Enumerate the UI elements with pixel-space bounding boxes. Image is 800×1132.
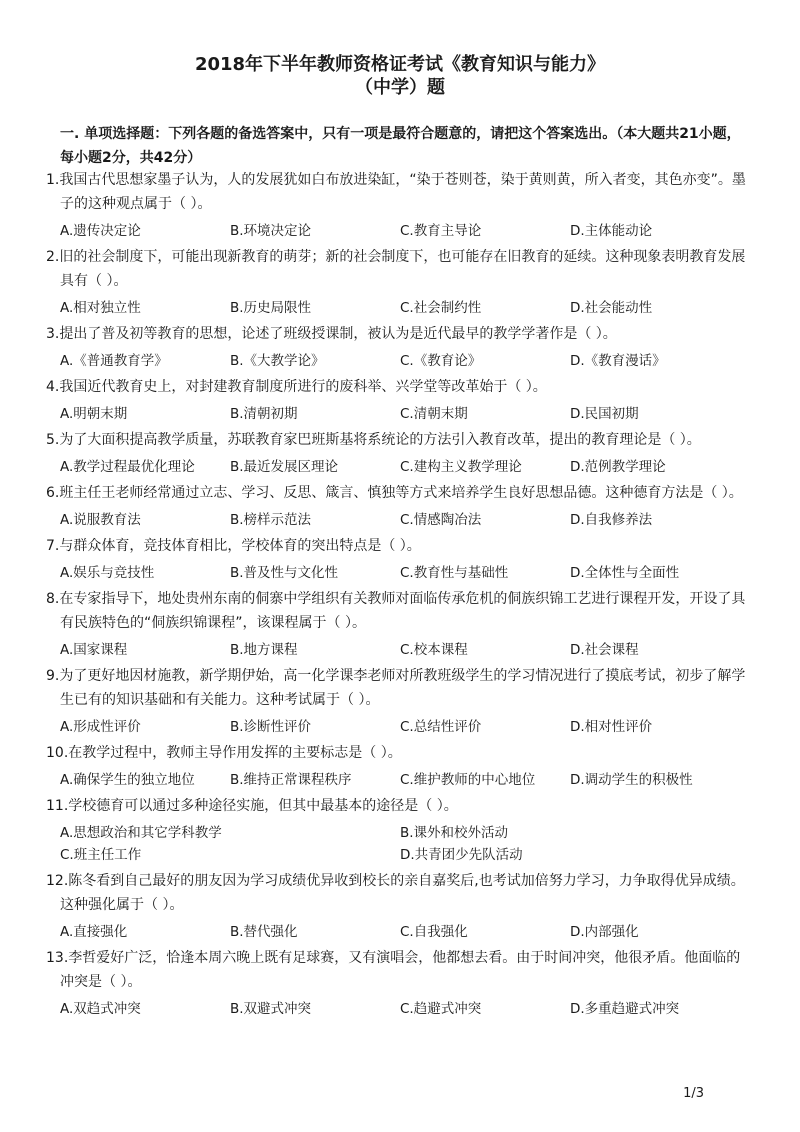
answer-option: B.诊断性评价 (230, 719, 312, 735)
question-item (46, 168, 750, 242)
answer-option: B.环境决定论 (230, 223, 312, 239)
question-item (46, 322, 750, 372)
answer-option: C.校本课程 (400, 642, 468, 658)
question-stem: 1.我国古代思想家墨子认为，人的发展犹如白布放进染缸，“染于苍则苍，染于黄则黄，所入者变，其色亦变”。墨子的这种观点属于（ ）。 (46, 172, 746, 212)
answer-option: B.榜样示范法 (230, 512, 312, 528)
question-stem: 7.与群众体育，竞技体育相比，学校体育的突出特点是（ ）。 (46, 538, 421, 554)
answer-option: A.教学过程最优化理论 (60, 459, 195, 475)
answer-option: A.明朝末期 (60, 406, 128, 422)
answer-option: A.双趋式冲突 (60, 1001, 141, 1017)
question-item (46, 946, 750, 1020)
answer-option: C.维护教师的中心地位 (400, 772, 536, 788)
answer-option: D.全体性与全面性 (570, 565, 680, 581)
option-row (46, 297, 750, 319)
answer-option: D.自我修养法 (570, 512, 653, 528)
answer-option: B.最近发展区理论 (230, 459, 339, 475)
answer-option: A.《普通教育学》 (60, 353, 168, 369)
answer-option: B.普及性与文化性 (230, 565, 339, 581)
answer-option: B.课外和校外活动 (400, 825, 509, 841)
question-item (46, 428, 750, 478)
answer-option: B.清朝初期 (230, 406, 298, 422)
exam-title: 2018年下半年教师资格证考试《教育知识与能力》 (194, 54, 606, 75)
answer-option: B.双避式冲突 (230, 1001, 312, 1017)
answer-option: D.范例教学理论 (570, 459, 666, 475)
option-row (46, 998, 750, 1020)
answer-option: D.社会能动性 (570, 300, 653, 316)
answer-option: D.调动学生的积极性 (570, 772, 693, 788)
answer-option: B.替代强化 (230, 924, 298, 940)
page-number: 1/3 (683, 1086, 704, 1101)
question-item (46, 375, 750, 425)
answer-option: C.情感陶冶法 (400, 512, 482, 528)
answer-option: C.教育主导论 (400, 223, 482, 239)
answer-option: C.《教育论》 (400, 353, 482, 369)
question-stem: 4.我国近代教育史上，对封建教育制度所进行的废科举、兴学堂等改革始于（ ）。 (46, 379, 547, 395)
answer-option: D.《教育漫话》 (570, 353, 666, 369)
answer-option: B.《大教学论》 (230, 353, 325, 369)
answer-option: A.形成性评价 (60, 719, 141, 735)
question-stem: 8.在专家指导下，地处贵州东南的侗寨中学组织有关教师对面临传承危机的侗族织锦工艺进行课程开发，开设了具有民族特色的“侗族织锦课程”，该课程属于（ ）。 (46, 591, 746, 631)
answer-option: C.趋避式冲突 (400, 1001, 482, 1017)
option-row (46, 220, 750, 242)
answer-option: B.历史局限性 (230, 300, 312, 316)
answer-option: D.相对性评价 (570, 719, 653, 735)
answer-option: A.思想政治和其它学科教学 (60, 825, 222, 841)
option-row (46, 921, 750, 943)
answer-option: D.主体能动论 (570, 223, 653, 239)
option-row (46, 350, 750, 372)
option-row (46, 822, 750, 866)
answer-option: C.总结性评价 (400, 719, 482, 735)
option-row (46, 456, 750, 478)
question-item (46, 869, 750, 943)
answer-option: C.建构主义教学理论 (400, 459, 522, 475)
answer-option: A.直接强化 (60, 924, 128, 940)
section-heading: 一. 单项选择题：下列各题的备选答案中，只有一项是最符合题意的，请把这个答案选出。（本大题共21小题，每小题2分，共42分） (60, 126, 741, 166)
question-stem: 3.提出了普及初等教育的思想，论述了班级授课制，被认为是近代最早的教学学著作是（ ）。 (46, 326, 617, 342)
question-item (46, 245, 750, 319)
answer-option: C.班主任工作 (60, 847, 142, 863)
answer-option: D.社会课程 (570, 642, 639, 658)
answer-option: C.自我强化 (400, 924, 468, 940)
answer-option: A.说服教育法 (60, 512, 141, 528)
answer-option: B.地方课程 (230, 642, 298, 658)
answer-option: C.社会制约性 (400, 300, 482, 316)
answer-option: B.维持正常课程秩序 (230, 772, 352, 788)
question-item (46, 534, 750, 584)
answer-option: D.内部强化 (570, 924, 639, 940)
question-stem: 11.学校德育可以通过多种途径实施，但其中最基本的途径是（ ）。 (46, 798, 458, 814)
question-stem: 5.为了大面积提高教学质量，苏联教育家巴班斯基将系统论的方法引入教育改革，提出的教育理论是（ ）。 (46, 432, 701, 448)
question-item (46, 794, 750, 866)
option-row (46, 639, 750, 661)
question-stem: 9.为了更好地因材施教，新学期伊始，高一化学课李老师对所教班级学生的学习情况进行了摸底考试，初步了解学生已有的知识基础和有关能力。这种考试属于（ ）。 (46, 668, 746, 708)
question-stem: 12.陈冬看到自己最好的朋友因为学习成绩优异收到校长的亲自嘉奖后,也考试加倍努力学习，力争取得优异成绩。这种强化属于（ ）。 (46, 873, 745, 913)
answer-option: A.遗传决定论 (60, 223, 141, 239)
answer-option: C.清朝末期 (400, 406, 468, 422)
option-row (46, 769, 750, 791)
answer-option: D.多重趋避式冲突 (570, 1001, 680, 1017)
question-stem: 10.在教学过程中，教师主导作用发挥的主要标志是（ ）。 (46, 745, 402, 761)
question-item (46, 587, 750, 661)
question-stem: 2.旧的社会制度下，可能出现新教育的萌芽；新的社会制度下，也可能存在旧教育的延续。这种现象表明教育发展具有（ ）。 (46, 249, 746, 289)
answer-option: D.共青团少先队活动 (400, 847, 523, 863)
question-stem: 6.班主任王老师经常通过立志、学习、反思、箴言、慎独等方式来培养学生良好思想品德。这种德育方法是（ ）。 (46, 485, 743, 501)
question-stem: 13.李哲爱好广泛，恰逢本周六晚上既有足球赛，又有演唱会，他都想去看。由于时间冲突，他很矛盾。他面临的冲突是（ ）。 (46, 950, 741, 990)
question-list (46, 168, 750, 1023)
answer-option: A.娱乐与竞技性 (60, 565, 155, 581)
option-row (46, 509, 750, 531)
question-item (46, 481, 750, 531)
answer-option: A.相对独立性 (60, 300, 141, 316)
answer-option: A.国家课程 (60, 642, 128, 658)
exam-subtitle: （中学）题 (355, 77, 445, 98)
option-row (46, 562, 750, 584)
option-row (46, 403, 750, 425)
question-item (46, 664, 750, 738)
answer-option: C.教育性与基础性 (400, 565, 509, 581)
answer-option: A.确保学生的独立地位 (60, 772, 195, 788)
question-item (46, 741, 750, 791)
answer-option: D.民国初期 (570, 406, 639, 422)
option-row (46, 716, 750, 738)
